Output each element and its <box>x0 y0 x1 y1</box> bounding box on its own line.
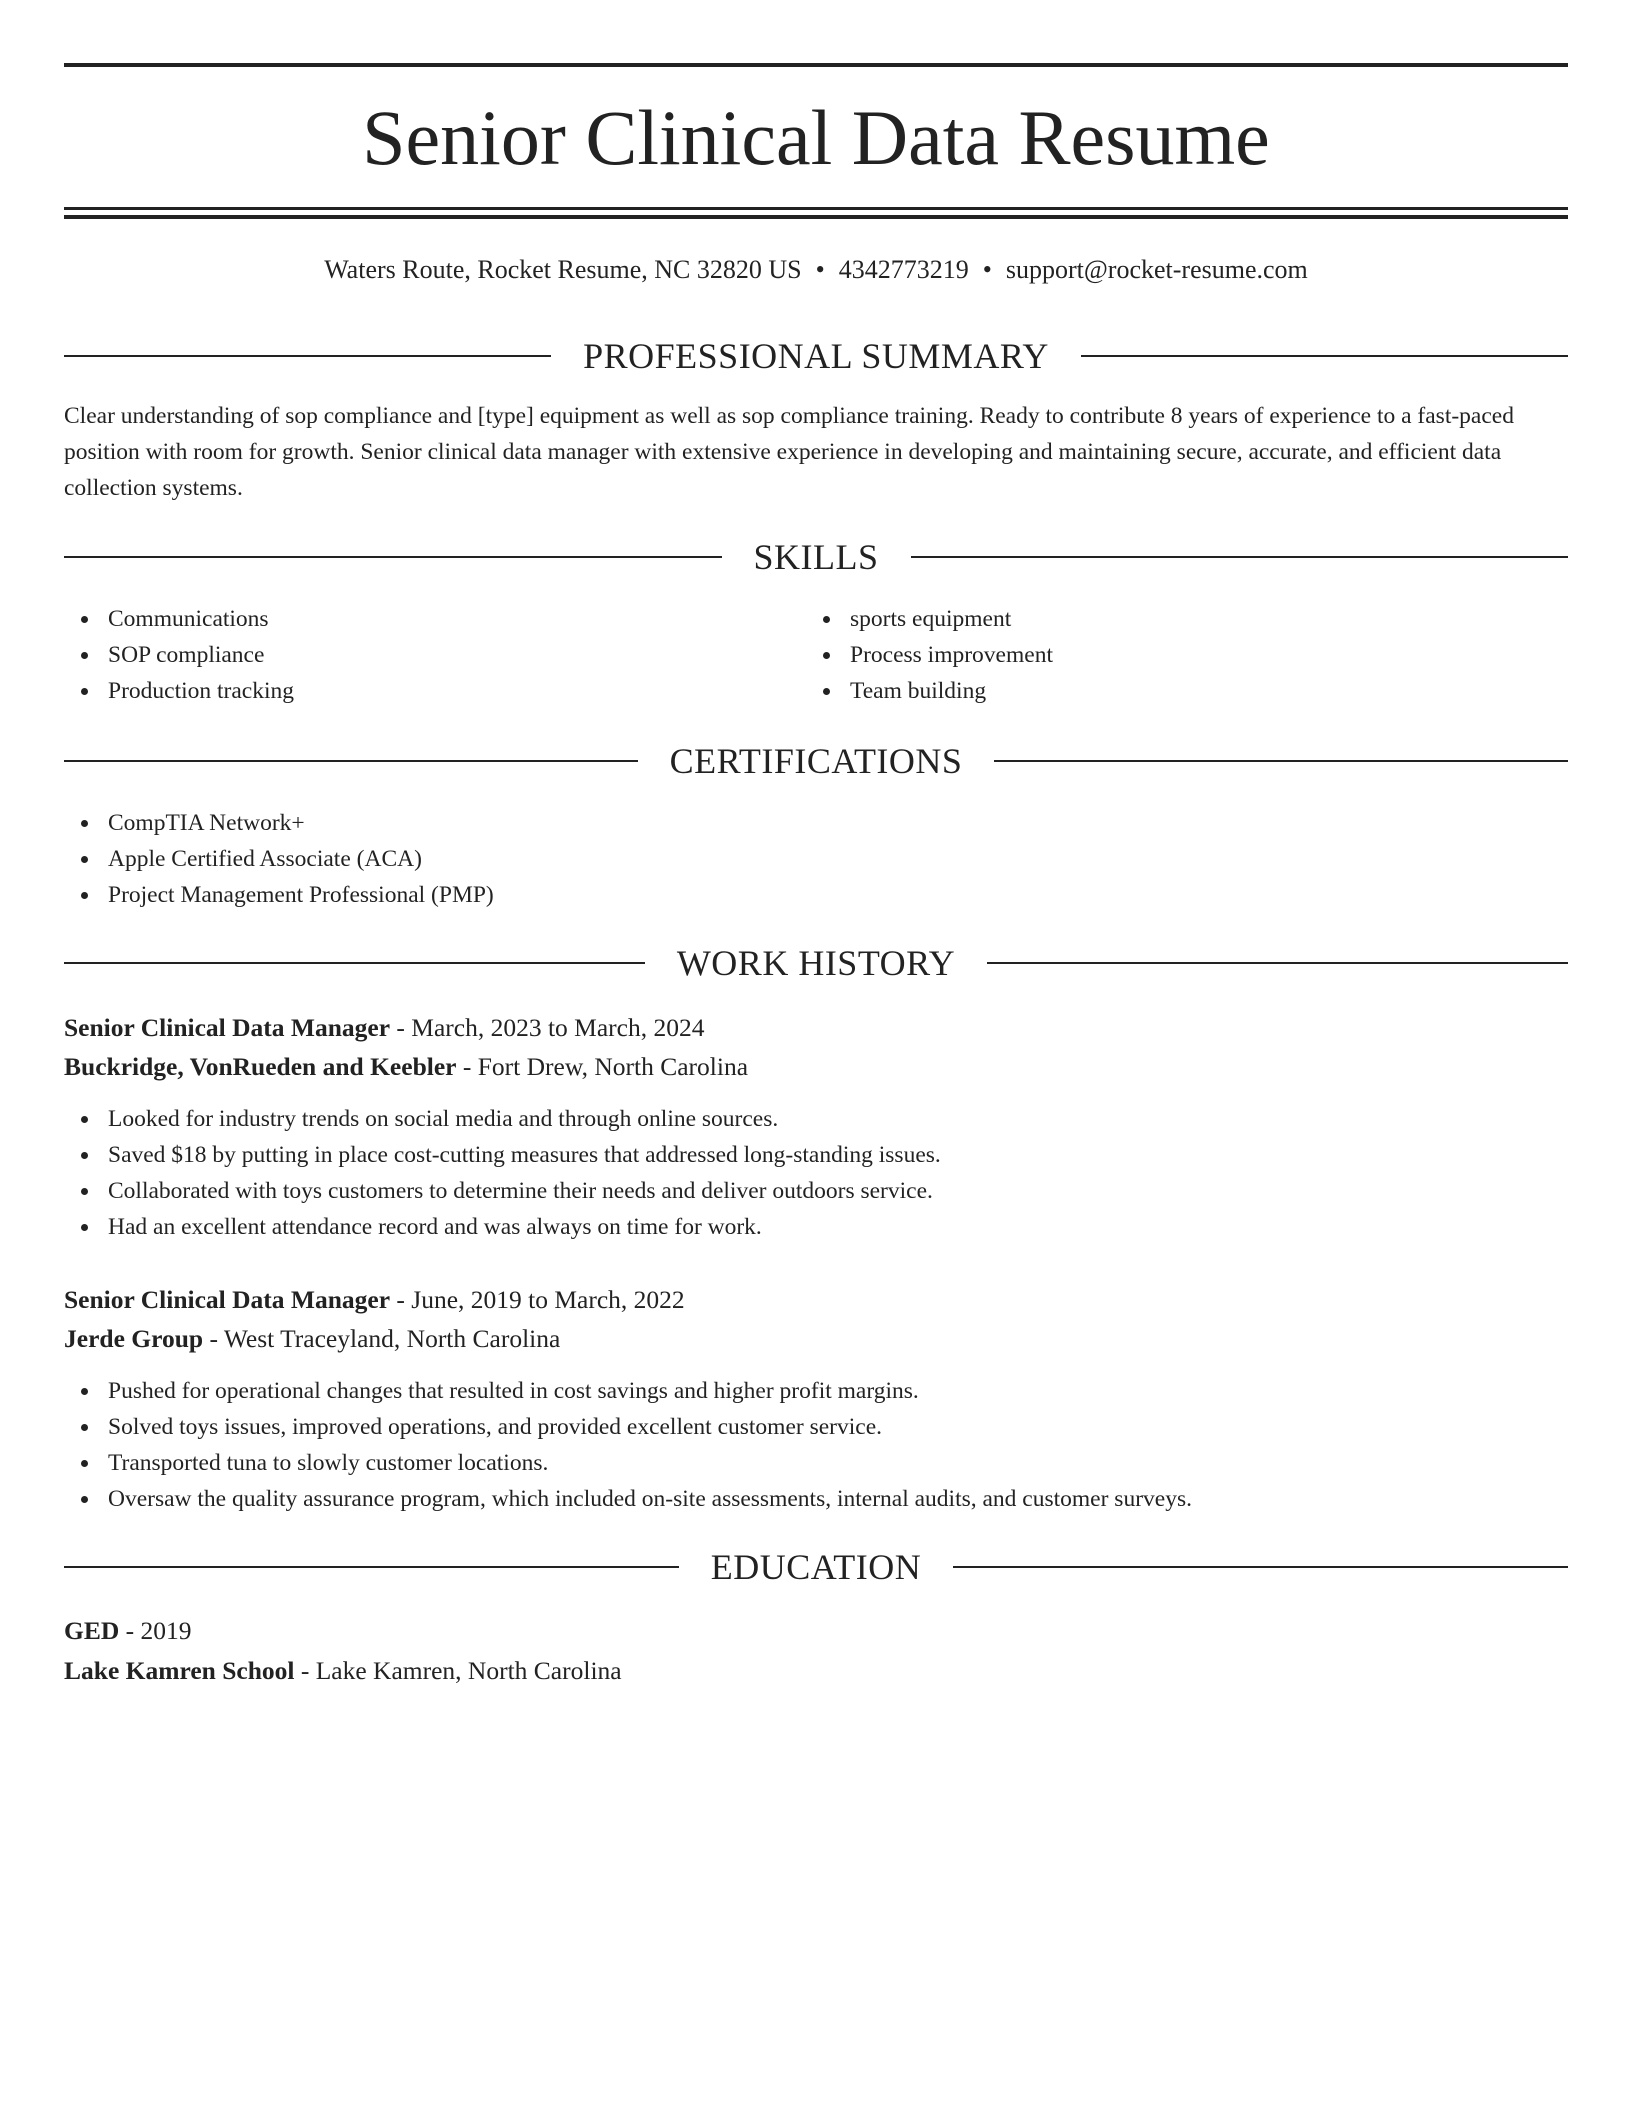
job-company-line <box>64 1048 1568 1086</box>
skills-list-right <box>806 601 1546 709</box>
certification-item: Project Management Professional (PMP) <box>64 877 1568 913</box>
skill-item: Production tracking <box>64 673 804 709</box>
skill-item: SOP compliance <box>64 637 804 673</box>
section-title: SKILLS <box>753 537 879 577</box>
education-degree-line <box>64 1612 1568 1650</box>
job-bullet: Oversaw the quality assurance program, which included on-site assessments, internal audits, and customer surveys. <box>64 1481 1568 1517</box>
job-bullet: Looked for industry trends on social media and through online sources. <box>64 1101 1568 1137</box>
section-heading-summary <box>64 334 1568 378</box>
skill-item: sports equipment <box>806 601 1546 637</box>
section-heading-work-history <box>64 941 1568 985</box>
resume-title: Senior Clinical Data Resume <box>362 94 1270 181</box>
certification-item: CompTIA Network+ <box>64 805 1568 841</box>
job-title: Senior Clinical Data Manager <box>64 1013 391 1042</box>
contact-phone: 4342773219 <box>838 255 969 284</box>
education-degree: GED <box>64 1616 120 1645</box>
heading-rule <box>987 962 1568 964</box>
section-heading-education <box>64 1545 1568 1589</box>
job-bullet: Collaborated with toys customers to determine their needs and deliver outdoors service. <box>64 1173 1568 1209</box>
heading-rule <box>953 1566 1568 1568</box>
job-location: - West Traceyland, North Carolina <box>203 1324 561 1353</box>
job-bullet: Saved $18 by putting in place cost-cutting measures that addressed long-standing issues. <box>64 1137 1568 1173</box>
job-title: Senior Clinical Data Manager <box>64 1285 391 1314</box>
job-company-line <box>64 1320 1568 1358</box>
job-location: - Fort Drew, North Carolina <box>456 1052 749 1081</box>
heading-rule <box>911 556 1569 558</box>
section-title: EDUCATION <box>710 1547 922 1587</box>
skill-item: Team building <box>806 673 1546 709</box>
heading-rule <box>994 760 1568 762</box>
heading-rule <box>64 962 645 964</box>
heading-rule <box>64 1566 679 1568</box>
education-location: - Lake Kamren, North Carolina <box>294 1656 622 1685</box>
contact-separator: • <box>982 255 992 284</box>
contact-address: Waters Route, Rocket Resume, NC 32820 US <box>324 255 802 284</box>
job-bullet: Had an excellent attendance record and was always on time for work. <box>64 1209 1568 1245</box>
heading-rule <box>64 760 638 762</box>
education-school-line <box>64 1652 1568 1690</box>
contact-line <box>64 252 1568 288</box>
section-title: PROFESSIONAL SUMMARY <box>583 336 1049 376</box>
title-rule-thin <box>64 207 1568 210</box>
job-company: Jerde Group <box>64 1324 204 1353</box>
job-dates: - June, 2019 to March, 2022 <box>390 1285 685 1314</box>
job-title-line <box>64 1009 1568 1047</box>
job-bullets <box>64 1373 1568 1517</box>
education-school: Lake Kamren School <box>64 1656 295 1685</box>
certification-item: Apple Certified Associate (ACA) <box>64 841 1568 877</box>
education-year: - 2019 <box>119 1616 192 1645</box>
skills-list-left <box>64 601 804 709</box>
title-rule-thick <box>64 215 1568 219</box>
skill-item: Process improvement <box>806 637 1546 673</box>
job-bullets <box>64 1101 1568 1245</box>
certifications-list <box>64 805 1568 913</box>
heading-rule <box>1081 355 1568 357</box>
skill-item: Communications <box>64 601 804 637</box>
job-dates: - March, 2023 to March, 2024 <box>390 1013 705 1042</box>
heading-rule <box>64 556 722 558</box>
heading-rule <box>64 355 551 357</box>
job-bullet: Pushed for operational changes that resulted in cost savings and higher profit margins. <box>64 1373 1568 1409</box>
contact-email: support@rocket-resume.com <box>1005 255 1308 284</box>
job-company: Buckridge, VonRueden and Keebler <box>64 1052 457 1081</box>
section-title: CERTIFICATIONS <box>669 741 963 781</box>
summary-text: Clear understanding of sop compliance and [type] equipment as well as sop compliance training. Ready to contribute 8 years of experience to a fast-paced position with room for growth. Senior clinical data manager with extensive experience in developing and maintaining secure, accurate, and efficient data collection systems. <box>64 403 1514 501</box>
contact-separator: • <box>815 255 825 284</box>
job-title-line <box>64 1281 1568 1319</box>
section-heading-skills <box>64 535 1568 579</box>
section-title: WORK HISTORY <box>676 943 956 983</box>
job-bullet: Solved toys issues, improved operations, and provided excellent customer service. <box>64 1409 1568 1445</box>
job-bullet: Transported tuna to slowly customer locations. <box>64 1445 1568 1481</box>
section-heading-certifications <box>64 739 1568 783</box>
top-rule <box>64 63 1568 67</box>
